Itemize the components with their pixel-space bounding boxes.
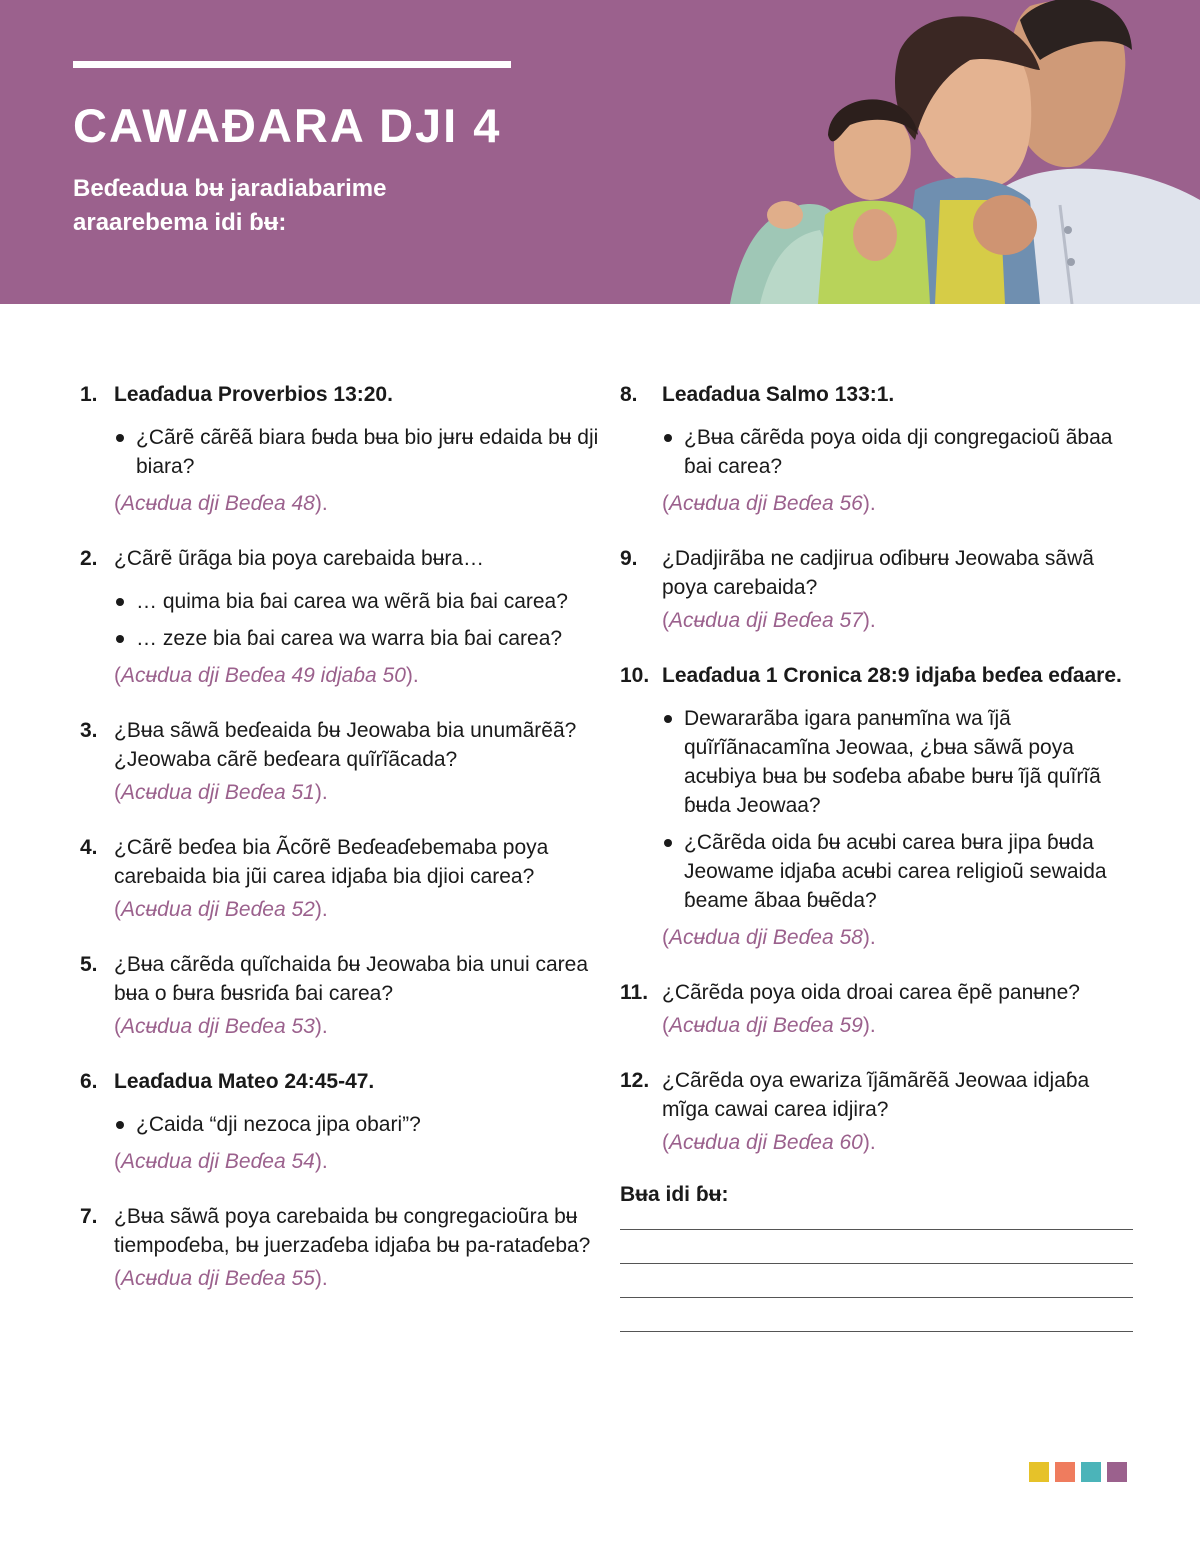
notes-line[interactable] [620,1263,1133,1264]
study-reference: (Acʉdua dji Beɗea 48). [114,492,328,515]
question-text: Leaɗadua Proverbios 13:20. [114,383,393,406]
study-reference-text: Acʉdua dji Beɗea 56 [669,492,863,515]
study-reference: (Acʉdua dji Beɗea 60). [662,1131,876,1154]
bullet-list [114,1110,600,1139]
study-reference: (Acʉdua dji Beɗea 49 idjaɓa 50). [114,664,419,687]
bullet-item: … zeze bia ɓai carea wa warra bia ɓai carea? [114,624,600,653]
question-2 [80,544,600,690]
study-reference-text: Acʉdua dji Beɗea 53 [121,1015,315,1038]
bullet-item: ¿Cãrẽ cãrẽã biara ɓʉda bʉa bio jʉrʉ edaida bʉ dji biara? [114,423,600,481]
bullet-list [662,423,1140,481]
questions-column-left [80,380,600,1319]
question-text: Leaɗadua Salmo 133:1. [662,383,895,406]
study-reference-text: Acʉdua dji Beɗea 51 [121,781,315,804]
question-9 [620,544,1140,635]
study-reference: (Acʉdua dji Beɗea 59). [662,1014,876,1037]
study-reference-text: Acʉdua dji Beɗea 57 [669,609,863,632]
questions-column-right [620,380,1140,1365]
study-reference: (Acʉdua dji Beɗea 55). [114,1267,328,1290]
subtitle-line-2: araarebema idi ɓʉ: [73,209,287,236]
question-5 [80,950,600,1041]
header-banner [0,0,1200,304]
question-1 [80,380,600,518]
study-reference: (Acʉdua dji Beɗea 53). [114,1015,328,1038]
color-squares [1029,1462,1127,1482]
study-reference-text: Acʉdua dji Beɗea 55 [121,1267,315,1290]
subtitle-line-1: Beɗeadua bʉ jaradiabarime [73,175,387,202]
study-reference-text: Acʉdua dji Beɗea 54 [121,1150,315,1173]
page-title: CAWAƉARA DJI 4 [73,99,502,152]
question-number: 8. [620,383,638,406]
question-number: 10. [620,664,650,687]
teal-square [1081,1462,1101,1482]
yellow-square [1029,1462,1049,1482]
question-number: 5. [80,953,98,976]
question-number: 12. [620,1069,650,1092]
question-text: ¿Cãrẽda poya oida droai carea ẽpẽ panʉne? [662,981,1080,1004]
bullet-item: Dewararãba igara panʉmĩna wa ĩjã quĩrĩãnacamĩna Jeowaa, ¿bʉa sãwã poya acʉbiya bʉa bʉ soɗeba aɓabe bʉrʉ ĩjã quĩrĩã ɓʉda Jeowaa? [662,704,1140,820]
notes-line[interactable] [620,1229,1133,1230]
family-praying-illustration [700,0,1200,304]
question-text: Leaɗadua 1 Cronica 28:9 idjaɓa beɗea eɗaare. [662,664,1122,687]
question-number: 3. [80,719,98,742]
study-reference-text: Acʉdua dji Beɗea 58 [669,926,863,949]
question-number: 9. [620,547,638,570]
question-text: ¿Bʉa sãwã poya carebaida bʉ congregacioũra bʉ tiempoɗeba, bʉ juerzaɗeba idjaɓa bʉ pa-rataɗeba? [114,1205,591,1257]
purple-square [1107,1462,1127,1482]
question-6 [80,1067,600,1176]
notes-line[interactable] [620,1331,1133,1332]
notes-line[interactable] [620,1297,1133,1298]
study-reference: (Acʉdua dji Beɗea 52). [114,898,328,921]
question-7 [80,1202,600,1293]
question-number: 4. [80,836,98,859]
question-text: ¿Cãrẽ ũrãga bia poya carebaida bʉra… [114,547,485,570]
question-11 [620,978,1140,1040]
question-12 [620,1066,1140,1157]
page-subtitle [73,172,493,240]
study-reference-text: Acʉdua dji Beɗea 48 [121,492,315,515]
study-reference-text: Acʉdua dji Beɗea 60 [669,1131,863,1154]
study-reference-text: Acʉdua dji Beɗea 49 idjaɓa 50 [121,664,406,687]
study-reference-text: Acʉdua dji Beɗea 52 [121,898,315,921]
question-3 [80,716,600,807]
question-text: ¿Cãrẽda oya ewariza ĩjãmãrẽã Jeowaa idjaɓa mĩga cawai carea idjira? [662,1069,1090,1121]
study-reference: (Acʉdua dji Beɗea 51). [114,781,328,804]
question-number: 11. [620,981,649,1004]
study-reference: (Acʉdua dji Beɗea 57). [662,609,876,632]
bullet-item: ¿Caida “dji nezoca jipa obari”? [114,1110,600,1139]
bullet-item: ¿Bʉa cãrẽda poya oida dji congregacioũ ãbaa ɓai carea? [662,423,1140,481]
study-reference: (Acʉdua dji Beɗea 56). [662,492,876,515]
study-reference: (Acʉdua dji Beɗea 58). [662,926,876,949]
bullet-list [662,704,1140,915]
bullet-item: ¿Cãrẽda oida ɓʉ acʉbi carea bʉra jipa ɓʉda Jeowame idjaɓa acʉbi carea religioũ sewaida ɓeame ãbaa ɓʉẽda? [662,828,1140,915]
notes-section [620,1183,1140,1332]
orange-square [1055,1462,1075,1482]
question-text: ¿Bʉa sãwã beɗeaida ɓʉ Jeowaba bia unumãrẽã? ¿Jeowaba cãrẽ beɗeara quĩrĩãcada? [114,719,577,771]
question-8 [620,380,1140,518]
question-4 [80,833,600,924]
question-number: 2. [80,547,98,570]
question-text: Leaɗadua Mateo 24:45-47. [114,1070,375,1093]
header-rule [73,61,511,68]
question-text: ¿Cãrẽ beɗea bia Ãcõrẽ Beɗeaɗebemaba poya carebaida bia jũi carea idjaɓa bia djioi carea? [114,836,549,888]
question-text: ¿Bʉa cãrẽda quĩchaida ɓʉ Jeowaba bia unui carea bʉa o ɓʉra ɓʉsriɗa ɓai carea? [114,953,588,1005]
study-reference-text: Acʉdua dji Beɗea 59 [669,1014,863,1037]
notes-label: Bʉa idi ɓʉ: [620,1183,729,1206]
question-number: 1. [80,383,98,406]
question-text: ¿Dadjirãba ne cadjirua oɗibʉrʉ Jeowaba sãwã poya carebaida? [662,547,1094,599]
bullet-item: … quima bia ɓai carea wa wẽrã bia ɓai carea? [114,587,600,616]
question-number: 7. [80,1205,98,1228]
study-reference: (Acʉdua dji Beɗea 54). [114,1150,328,1173]
bullet-list [114,587,600,653]
bullet-list [114,423,600,481]
question-10 [620,661,1140,952]
question-number: 6. [80,1070,98,1093]
